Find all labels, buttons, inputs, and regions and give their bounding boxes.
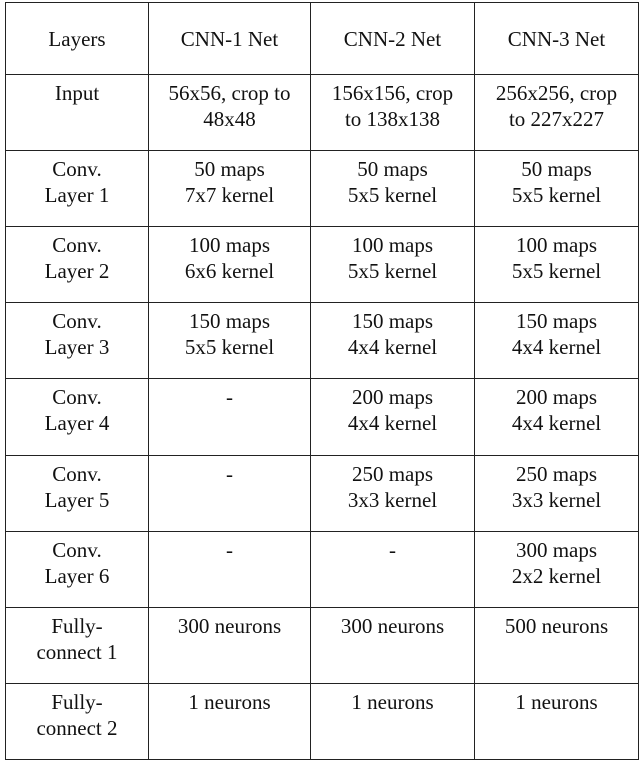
cnn-3-cell (475, 607, 639, 683)
cell-text-line: 50 maps (357, 157, 428, 182)
table-row (6, 303, 639, 379)
cell-text-line: 56x56, crop to (168, 81, 291, 105)
cell-text-line: to 227x227 (508, 107, 605, 131)
cnn-3-cell (475, 379, 639, 455)
layer-name-cell (6, 379, 149, 455)
table-row (6, 531, 639, 607)
cell-text-line: 6x6 kernel (184, 259, 275, 284)
table-row (6, 455, 639, 531)
layer-name-line: Layer 5 (44, 487, 110, 512)
cell-text-line: to 138x138 (344, 107, 441, 131)
cnn-1-cell (149, 531, 311, 607)
cnn-3-cell (475, 683, 639, 759)
cnn-2-cell (311, 151, 475, 227)
cell-text-line: 3x3 kernel (347, 487, 438, 512)
cell-text-line: - (226, 385, 233, 410)
table-row (6, 379, 639, 455)
table-row (6, 75, 639, 151)
header-cnn-3: CNN-3 Net (475, 3, 639, 75)
cell-text-line: 5x5 kernel (347, 183, 438, 208)
header-row (6, 3, 639, 75)
cell-text-line: 5x5 kernel (511, 183, 602, 208)
table-body (6, 75, 639, 760)
layer-name-line: Conv. (52, 157, 102, 182)
cell-text-line: 256x256, crop (495, 81, 618, 105)
table-row (6, 683, 639, 759)
layer-name-line: Layer 4 (44, 411, 110, 436)
cell-text-line: 300 neurons (340, 613, 445, 638)
cnn-3-cell (475, 75, 639, 151)
table-header (6, 3, 639, 75)
layer-name-cell (6, 607, 149, 683)
cell-text-line: 50 maps (194, 157, 265, 182)
cell-text-line: 1 neurons (515, 689, 598, 714)
cnn-2-cell (311, 227, 475, 303)
cell-text-line: 200 maps (351, 385, 434, 410)
cnn-1-cell (149, 227, 311, 303)
cnn-1-cell (149, 683, 311, 759)
cell-text-line: - (226, 537, 233, 562)
layer-name-cell (6, 151, 149, 227)
cell-text-line: - (389, 537, 396, 562)
layer-name-line: Conv. (52, 461, 102, 486)
layer-name-cell (6, 75, 149, 151)
cnn-1-cell (149, 303, 311, 379)
cell-text-line: 5x5 kernel (511, 259, 602, 284)
cnn-1-cell (149, 379, 311, 455)
layer-name-line: Layer 2 (44, 259, 110, 284)
table-row (6, 227, 639, 303)
cnn-2-cell (311, 531, 475, 607)
cell-text-line: 200 maps (515, 385, 598, 410)
layer-name-line: Conv. (52, 385, 102, 410)
layer-name-cell (6, 303, 149, 379)
cell-text-line: 4x4 kernel (511, 411, 602, 436)
layer-name-line: Conv. (52, 309, 102, 334)
cell-text-line: 250 maps (515, 461, 598, 486)
layer-name-cell (6, 531, 149, 607)
cnn-2-cell (311, 379, 475, 455)
header-cnn-2: CNN-2 Net (311, 3, 475, 75)
cnn-1-cell (149, 455, 311, 531)
cell-text-line: 1 neurons (188, 689, 271, 714)
cell-text-line: 7x7 kernel (184, 183, 275, 208)
cnn-2-cell (311, 455, 475, 531)
layer-name-line: connect 2 (36, 715, 118, 740)
cell-text-line: 100 maps (351, 233, 434, 258)
cell-text-line: 150 maps (515, 309, 598, 334)
cell-text-line: 300 neurons (177, 613, 282, 638)
cell-text-line: 150 maps (351, 309, 434, 334)
cell-text-line: 4x4 kernel (347, 411, 438, 436)
cell-text-line: 156x156, crop (331, 81, 454, 105)
cnn-2-cell (311, 303, 475, 379)
cnn-2-cell (311, 75, 475, 151)
cell-text-line: - (226, 461, 233, 486)
cnn-3-cell (475, 455, 639, 531)
table-row (6, 607, 639, 683)
cnn-2-cell (311, 683, 475, 759)
layer-name-line: Conv. (52, 537, 102, 562)
cell-text-line: 4x4 kernel (347, 335, 438, 360)
cnn-1-cell (149, 75, 311, 151)
cnn-2-cell (311, 607, 475, 683)
cell-text-line: 300 maps (515, 537, 598, 562)
cnn-1-cell (149, 607, 311, 683)
layer-name-line: Conv. (52, 233, 102, 258)
cnn-3-cell (475, 531, 639, 607)
layer-name-line: connect 1 (36, 639, 118, 664)
cell-text-line: 100 maps (515, 233, 598, 258)
layer-name-line: Fully- (51, 689, 103, 714)
cell-text-line: 500 neurons (504, 613, 609, 638)
layer-name-cell (6, 455, 149, 531)
cell-text-line: 4x4 kernel (511, 335, 602, 360)
layer-name-line: Layer 6 (44, 563, 110, 588)
cell-text-line: 1 neurons (351, 689, 434, 714)
cnn-3-cell (475, 303, 639, 379)
cell-text-line: 250 maps (351, 461, 434, 486)
cell-text-line: 100 maps (188, 233, 271, 258)
layer-name-line: Fully- (51, 613, 103, 638)
layer-name-line: Layer 3 (44, 335, 110, 360)
table-row (6, 151, 639, 227)
layer-name-cell (6, 227, 149, 303)
layer-name-line: Layer 1 (44, 183, 110, 208)
cell-text-line: 50 maps (521, 157, 592, 182)
cell-text-line: 5x5 kernel (184, 335, 275, 360)
cnn-architecture-table (5, 2, 639, 760)
cell-text-line: 5x5 kernel (347, 259, 438, 284)
cnn-3-cell (475, 151, 639, 227)
layer-name-cell (6, 683, 149, 759)
header-cnn-1: CNN-1 Net (149, 3, 311, 75)
header-layers: Layers (6, 3, 149, 75)
cnn-1-cell (149, 151, 311, 227)
layer-name-line: Input (54, 81, 100, 105)
cell-text-line: 2x2 kernel (511, 563, 602, 588)
cell-text-line: 3x3 kernel (511, 487, 602, 512)
cell-text-line: 150 maps (188, 309, 271, 334)
cnn-3-cell (475, 227, 639, 303)
cell-text-line: 48x48 (203, 107, 256, 131)
